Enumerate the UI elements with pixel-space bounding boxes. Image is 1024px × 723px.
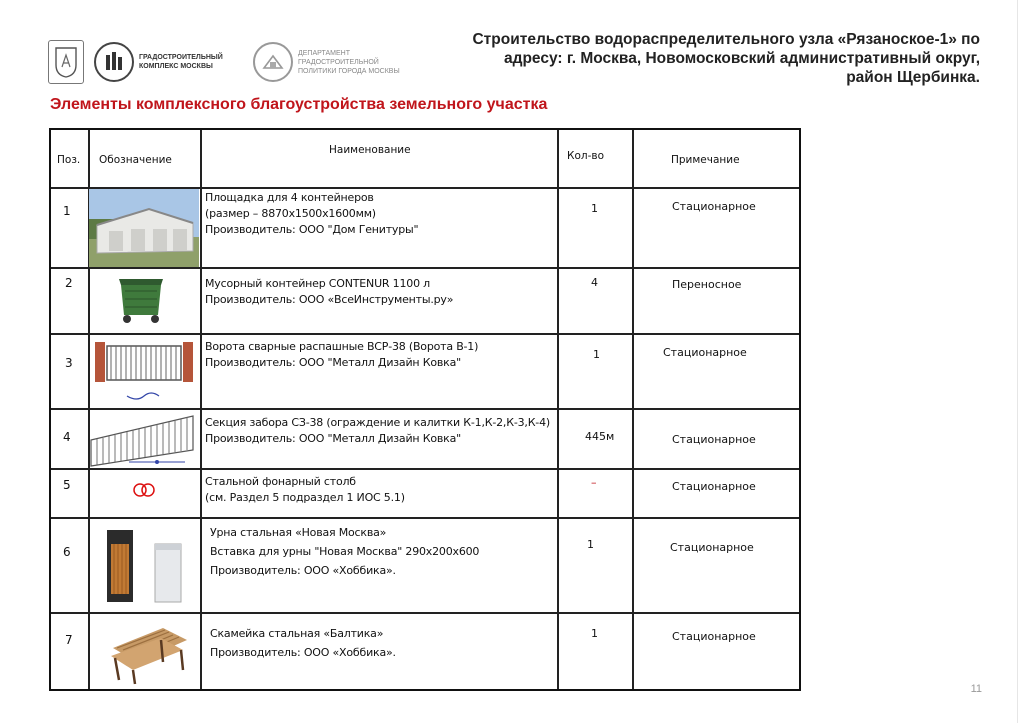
elements-table (49, 128, 801, 691)
gradostroitelny-complex-logo-icon (94, 42, 134, 82)
row-7-qty: 1 (591, 627, 598, 640)
trash-container-image (111, 269, 171, 329)
row-3-qty: 1 (593, 348, 600, 361)
row-3-pos: 3 (65, 356, 73, 370)
row-6-name-line-2: Вставка для урны "Новая Москва" 290x200x600 (210, 545, 480, 558)
row-3-name (205, 339, 478, 371)
row-divider (51, 468, 799, 470)
logo-text-gradostroitelny: ГРАДОСТРОИТЕЛЬНЫЙ КОМПЛЕКС МОСКВЫ (139, 54, 223, 70)
row-1-name-line-2: (размер – 8870x1500x1600мм) (205, 207, 376, 220)
document-title: Строительство водораспределительного узла «Рязаноское-1» по адресу: г. Москва, Новомосковский административный округ, район Щербинка. (472, 31, 980, 86)
row-4-name-line-2: Производитель: ООО "Металл Дизайн Ковка" (205, 432, 461, 445)
row-4-name-line-1: Секция забора СЗ-38 (ограждение и калитки К-1,К-2,К-3,К-4) (205, 416, 550, 429)
department-logo-icon (253, 42, 293, 82)
row-5-name (205, 474, 405, 506)
row-5-pos: 5 (63, 478, 71, 492)
row-5-name-line-2: (см. Раздел 5 подраздел 1 ИОС 5.1) (205, 491, 405, 504)
row-7-note: Стационарное (672, 630, 756, 643)
section-title: Элементы комплексного благоустройства земельного участка (50, 96, 548, 113)
page-edge (1017, 0, 1018, 723)
row-7-name (210, 626, 396, 661)
header-logos (48, 40, 418, 84)
row-5-qty: – (591, 476, 597, 489)
container-site-image (89, 189, 199, 267)
lamp-post-symbol-icon (129, 479, 159, 501)
header-note: Примечание (671, 154, 740, 166)
trash-bin-image (99, 522, 199, 610)
row-2-qty: 4 (591, 276, 598, 289)
row-1-note: Стационарное (672, 200, 756, 213)
row-6-name (210, 525, 479, 579)
header-name: Наименование (329, 144, 411, 156)
row-4-pos: 4 (63, 430, 71, 444)
header-designation: Обозначение (99, 154, 172, 166)
row-1-name-line-3: Производитель: ООО "Дом Генитуры" (205, 223, 419, 236)
logo-text-department: ДЕПАРТАМЕНТ ГРАДОСТРОИТЕЛЬНОЙ ПОЛИТИКИ ГОРОДА МОСКВЫ (298, 49, 400, 75)
header-pos: Поз. (57, 154, 81, 166)
bench-image (103, 618, 193, 686)
page-number: 11 (970, 683, 982, 695)
row-6-name-line-1: Урна стальная «Новая Москва» (210, 526, 387, 539)
row-1-pos: 1 (63, 204, 71, 218)
row-divider (51, 517, 799, 519)
row-4-name (205, 415, 550, 447)
row-1-qty: 1 (591, 202, 598, 215)
row-6-qty: 1 (587, 538, 594, 551)
row-6-note: Стационарное (670, 541, 754, 554)
row-7-name-line-2: Производитель: ООО «Хоббика». (210, 646, 396, 659)
moscow-coat-of-arms-icon (48, 40, 84, 84)
row-4-note: Стационарное (672, 433, 756, 446)
gate-image (89, 336, 199, 406)
row-divider (51, 612, 799, 614)
row-2-name (205, 276, 453, 308)
row-2-pos: 2 (65, 276, 73, 290)
row-1-name (205, 190, 418, 238)
row-2-name-line-1: Мусорный контейнер CONTENUR 1100 л (205, 277, 430, 290)
row-4-qty: 445м (585, 430, 615, 443)
row-divider (51, 333, 799, 335)
row-6-name-line-3: Производитель: ООО «Хоббика». (210, 564, 396, 577)
row-3-note: Стационарное (663, 346, 747, 359)
fence-section-image (89, 410, 199, 468)
row-2-name-line-2: Производитель: ООО «ВсеИнструменты.ру» (205, 293, 454, 306)
row-2-note: Переносное (672, 278, 742, 291)
row-5-note: Стационарное (672, 480, 756, 493)
row-7-name-line-1: Скамейка стальная «Балтика» (210, 627, 384, 640)
row-6-pos: 6 (63, 545, 71, 559)
header-qty: Кол-во (567, 150, 604, 162)
row-5-name-line-1: Стальной фонарный столб (205, 475, 356, 488)
row-1-name-line-1: Площадка для 4 контейнеров (205, 191, 374, 204)
row-3-name-line-1: Ворота сварные распашные ВСР-38 (Ворота В-1) (205, 340, 479, 353)
row-3-name-line-2: Производитель: ООО "Металл Дизайн Ковка" (205, 356, 461, 369)
row-7-pos: 7 (65, 633, 73, 647)
